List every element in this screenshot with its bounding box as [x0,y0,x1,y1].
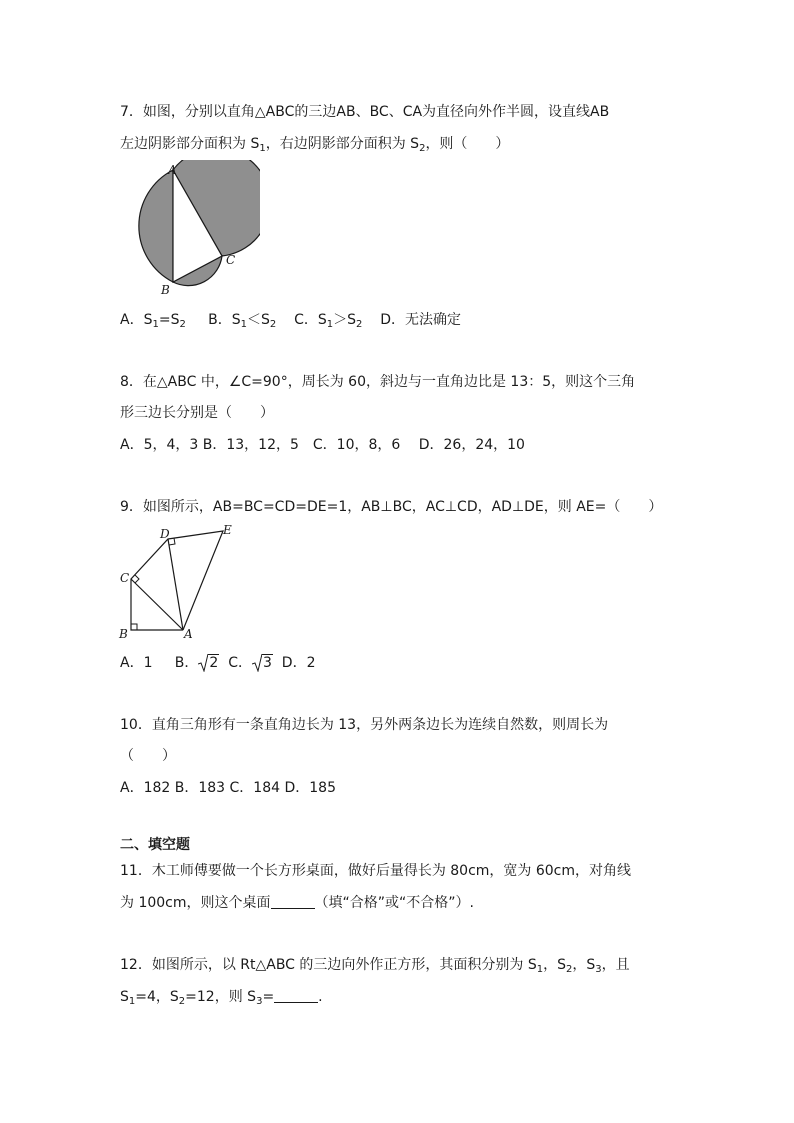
q12-line1: 12．如图所示，以 Rt△ABC 的三边向外作正方形，其面积分别为 $S_1$，$S_2$，$S_3$，且 [120,957,630,975]
q7-figure [110,160,260,302]
q7-left-semicircle [139,170,173,282]
q7-text-c: ，则（ ） [425,136,510,152]
q7-option-c[interactable]: C．$S_1>S_2$ [294,312,363,330]
q11-text-b: （填“合格”或“不合格”）. [314,895,474,911]
q7-text-b: ，右边阴影部分面积为 S [265,136,420,152]
q11-answer-blank[interactable] [271,894,315,909]
q9-option-b[interactable]: B． 2 [174,655,219,671]
q7-sub-1: 1 [259,143,266,154]
q7-label-b: B [161,283,170,297]
q9-option-c[interactable]: C． 3 [228,655,272,671]
q7-text-a: 左边阴影部分面积为 S [120,136,260,152]
q7-option-b[interactable]: B．$S_1<S_2$ [208,312,277,330]
q7-label-a: A [168,163,177,177]
q7-option-a[interactable]: A．$S_1=S_2$ [120,312,186,330]
q9-outline [131,531,223,630]
q12-line2: $S_1=4$，$S_2=12$，则 $S_3=$ . [120,989,323,1007]
q9-label-a: A [184,627,193,641]
q9-label-d: D [160,527,170,541]
q8-line2: 形三边长分别是（ ） [120,405,274,421]
q9-label-b: B [119,627,128,641]
q7-line1: 7．如图，分别以直角△ABC的三边AB、BC、CA为直径向外作半圆，设直线AB [120,104,610,120]
q11-line1: 11．木工师傅要做一个长方形桌面，做好后量得长为 80cm，宽为 60cm，对角线 [120,863,632,879]
sqrt-symbol: 2 [198,653,219,673]
q9-option-a[interactable]: A．1 [120,655,153,671]
q7-sub-2: 2 [419,143,426,154]
q11-line2 [120,893,474,913]
q8-line1: 8．在△ABC 中，∠C=90°，周长为 60，斜边与一直角边比是 13：5，则这个三角 [120,374,636,390]
q11-text-a: 为 100cm，则这个桌面 [120,895,271,911]
q10-options[interactable]: A．182 B．183 C．184 D．185 [120,780,336,796]
q7-options [120,310,461,330]
q12-answer-blank[interactable] [274,988,318,1003]
q8-options[interactable]: A．5，4，3 B．13，12，5 C．10，8，6 D．26，24，10 [120,437,525,453]
q9-segment-ac [131,579,183,630]
q9-label-c: C [120,571,130,585]
q9-right-angle-c [135,575,139,583]
q9-label-e: E [223,523,232,537]
q10-line1: 10．直角三角形有一条直角边长为 13，另外两条边长为连续自然数，则周长为 [120,717,609,733]
sqrt-symbol: 3 [252,653,273,673]
q7-line2 [120,134,509,154]
q9-right-angle-b [131,624,137,630]
q9-segment-ad [168,539,183,630]
section-title: 二、填空题 [120,837,190,853]
q10-line2: （ ） [120,748,176,764]
q7-option-d[interactable]: D．无法确定 [380,312,461,328]
q7-label-c: C [226,253,236,267]
q9-line1: 9．如图所示，AB=BC=CD=DE=1，AB⊥BC，AC⊥CD，AD⊥DE，则 AE=（ ） [120,499,663,515]
q9-figure [112,522,240,642]
q9-option-d[interactable]: D．2 [281,655,316,671]
q9-options [120,653,315,673]
